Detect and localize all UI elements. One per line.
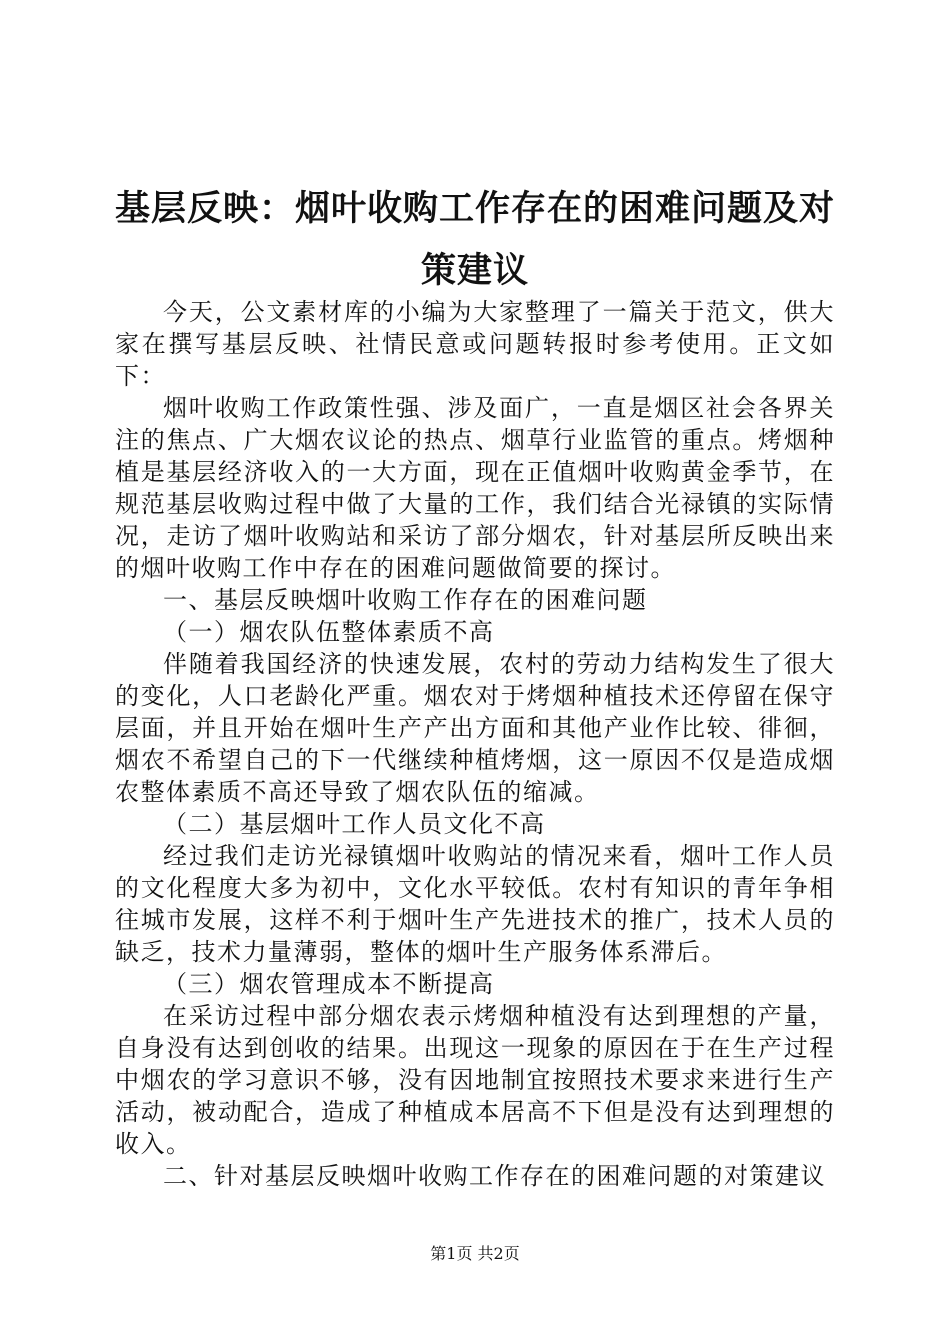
paragraph-subsection-3: 在采访过程中部分烟农表示烤烟种植没有达到理想的产量，自身没有达到创收的结果。出现这一现象的原因在于在生产过程中烟农的学习意识不够，没有因地制宜按照技术要求来进行生产活动，被动配合，造成了种植成本居高不下但是没有达到理想的收入。 — [115, 1002, 835, 1158]
subsection-heading-2: （二）基层烟叶工作人员文化不高 — [163, 810, 546, 838]
section-heading-2: 二、针对基层反映烟叶收购工作存在的困难问题的对策建议 — [163, 1162, 826, 1190]
section-heading-1: 一、基层反映烟叶收购工作存在的困难问题 — [163, 586, 648, 614]
document-body — [115, 296, 835, 1192]
subsection-heading-1: （一）烟农队伍整体素质不高 — [163, 618, 495, 646]
subsection-heading-3: （三）烟农管理成本不断提高 — [163, 970, 495, 998]
paragraph-background: 烟叶收购工作政策性强、涉及面广，一直是烟区社会各界关注的焦点、广大烟农议论的热点、烟草行业监管的重点。烤烟种植是基层经济收入的一大方面，现在正值烟叶收购黄金季节，在规范基层收购过程中做了大量的工作，我们结合光禄镇的实际情况，走访了烟叶收购站和采访了部分烟农，针对基层所反映出来的烟叶收购工作中存在的困难问题做简要的探讨。 — [115, 394, 835, 582]
document-title: 基层反映：烟叶收购工作存在的困难问题及对策建议 — [114, 188, 835, 291]
paragraph-subsection-1: 伴随着我国经济的快速发展，农村的劳动力结构发生了很大的变化，人口老龄化严重。烟农对于烤烟种植技术还停留在保守层面，并且开始在烟叶生产产出方面和其他产业作比较、徘徊，烟农不希望自己的下一代继续种植烤烟，这一原因不仅是造成烟农整体素质不高还导致了烟农队伍的缩减。 — [115, 650, 835, 806]
paragraph-subsection-2: 经过我们走访光禄镇烟叶收购站的情况来看，烟叶工作人员的文化程度大多为初中，文化水平较低。农村有知识的青年争相往城市发展，这样不利于烟叶生产先进技术的推广，技术人员的缺乏，技术力量薄弱，整体的烟叶生产服务体系滞后。 — [115, 842, 835, 966]
paragraph-intro: 今天，公文素材库的小编为大家整理了一篇关于范文，供大家在撰写基层反映、社情民意或问题转报时参考使用。正文如下： — [115, 298, 835, 390]
page-footer: 第1页 共2页 — [430, 1244, 520, 1263]
